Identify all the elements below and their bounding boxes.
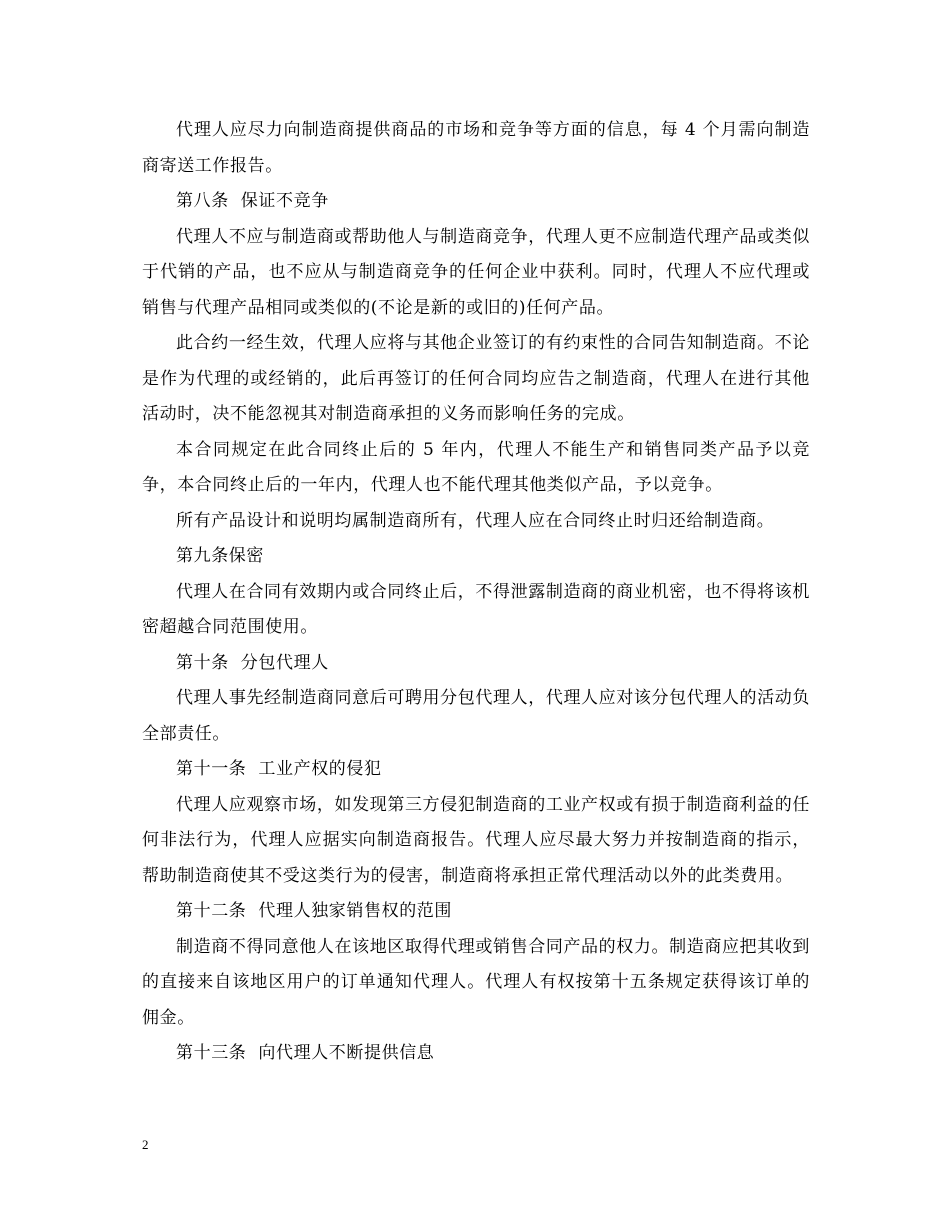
- heading-article-8: 第八条 保证不竞争: [176, 191, 329, 211]
- document-body: [142, 113, 810, 1072]
- paragraph-existing-contracts: 此合约一经生效，代理人应将与其他企业签订的有约束性的合同告知制造商。不论是作为代理的或经销的，此后再签订的任何合同均应告之制造商，代理人在进行其他活动时，决不能忽视其对制造商承担的义务而影响任务的完成。: [142, 333, 810, 424]
- page-number: 2: [142, 1137, 149, 1152]
- paragraph-exclusive-rights: 制造商不得同意他人在该地区取得代理或销售合同产品的权力。制造商应把其收到的直接来自该地区用户的订单通知代理人。代理人有权按第十五条规定获得该订单的佣金。: [142, 936, 810, 1028]
- heading-article-10: 第十条 分包代理人: [176, 652, 329, 673]
- paragraph-product-designs: 所有产品设计和说明均属制造商所有，代理人应在合同终止时归还给制造商。: [176, 510, 775, 531]
- heading-article-9: 第九条保密: [176, 546, 264, 566]
- paragraph-non-compete: 代理人不应与制造商或帮助他人与制造商竞争，代理人更不应制造代理产品或类似于代销的产品，也不应从与制造商竞争的任何企业中获利。同时，代理人不应代理或销售与代理产品相同或类似的(不论是新的或旧的)任何产品。: [142, 226, 810, 318]
- heading-article-12: 第十二条 代理人独家销售权的范围: [176, 901, 453, 921]
- paragraph-post-termination: 本合同规定在此合同终止后的 5 年内，代理人不能生产和销售同类产品予以竞争，本合同终止后的一年内，代理人也不能代理其他类似产品，予以竞争。: [142, 439, 810, 495]
- paragraph-sub-agents: 代理人事先经制造商同意后可聘用分包代理人，代理人应对该分包代理人的活动负全部责任。: [142, 688, 810, 744]
- paragraph-ip-infringement: 代理人应观察市场，如发现第三方侵犯制造商的工业产权或有损于制造商利益的任何非法行为，代理人应据实向制造商报告。代理人应尽最大努力并按制造商的指示，帮助制造商使其不受这类行为的侵害，制造商将承担正常代理活动以外的此类费用。: [142, 794, 810, 886]
- paragraph-confidentiality: 代理人在合同有效期内或合同终止后，不得泄露制造商的商业机密，也不得将该机密超越合同范围使用。: [142, 581, 810, 637]
- heading-article-11: 第十一条 工业产权的侵犯: [176, 759, 382, 779]
- paragraph-info-report: 代理人应尽力向制造商提供商品的市场和竞争等方面的信息，每 4 个月需向制造商寄送工作报告。: [142, 120, 810, 176]
- heading-article-13: 第十三条 向代理人不断提供信息: [176, 1043, 435, 1063]
